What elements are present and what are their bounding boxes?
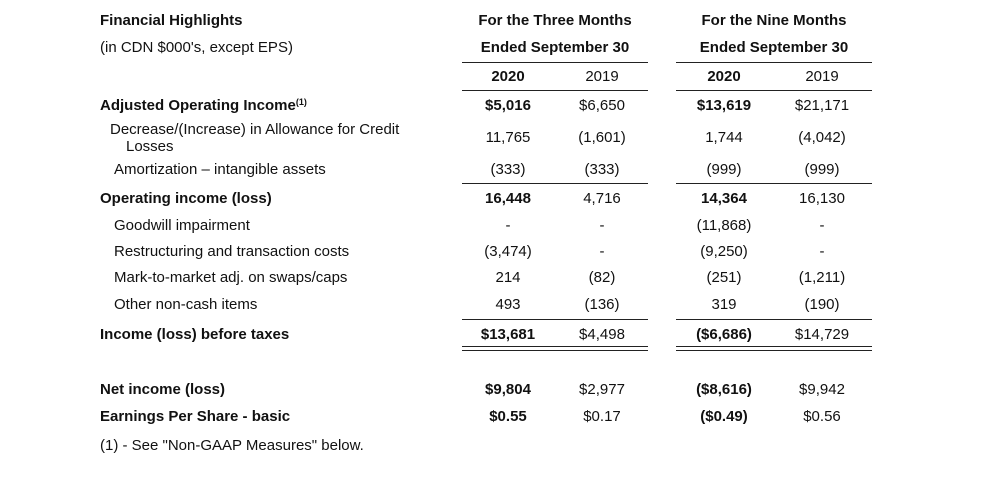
total-double-rule-nine bbox=[676, 346, 872, 351]
table-cell: $9,804 bbox=[485, 381, 531, 398]
table-cell: 16,448 bbox=[485, 190, 531, 207]
footnote-marker: (1) bbox=[295, 97, 307, 107]
table-cell: (3,474) bbox=[484, 243, 532, 260]
nine-months-header-line1: For the Nine Months bbox=[701, 12, 847, 29]
table-cell: $9,942 bbox=[799, 381, 845, 398]
total-top-rule-nine bbox=[676, 319, 872, 320]
table-cell: ($6,686) bbox=[696, 326, 752, 343]
row-label-operating-income: Operating income (loss) bbox=[100, 190, 272, 207]
table-cell: (136) bbox=[584, 296, 620, 313]
table-cell: 493 bbox=[495, 296, 521, 313]
footnote: (1) - See "Non-GAAP Measures" below. bbox=[100, 437, 364, 454]
three-months-header-line1: For the Three Months bbox=[478, 12, 632, 29]
row-label-eps-basic: Earnings Per Share - basic bbox=[100, 408, 291, 425]
table-cell: (999) bbox=[706, 161, 742, 178]
three-months-header-line2: Ended September 30 bbox=[480, 39, 630, 56]
table-cell: $13,619 bbox=[696, 97, 752, 114]
table-title: Financial Highlights bbox=[100, 12, 243, 29]
year-rule-three bbox=[462, 90, 648, 91]
table-cell: ($8,616) bbox=[696, 381, 752, 398]
row-label-goodwill-impairment: Goodwill impairment bbox=[114, 217, 250, 234]
table-cell: (1,601) bbox=[578, 129, 626, 146]
table-cell: 214 bbox=[495, 269, 521, 286]
table-cell: 14,364 bbox=[701, 190, 747, 207]
table-cell: 16,130 bbox=[799, 190, 845, 207]
header-rule-nine bbox=[676, 62, 872, 63]
row-label-net-income: Net income (loss) bbox=[100, 381, 226, 398]
subtotal-rule-nine bbox=[676, 183, 872, 184]
table-cell: 1,744 bbox=[705, 129, 743, 146]
table-cell: - bbox=[599, 217, 605, 234]
table-cell: $0.56 bbox=[803, 408, 841, 425]
year-2020-nine: 2020 bbox=[707, 68, 741, 85]
year-2020-three: 2020 bbox=[491, 68, 525, 85]
year-2019-three: 2019 bbox=[585, 68, 619, 85]
row-label-mark-to-market: Mark-to-market adj. on swaps/caps bbox=[114, 269, 348, 286]
table-cell: ($0.49) bbox=[700, 408, 748, 425]
table-cell: 4,716 bbox=[583, 190, 621, 207]
table-cell: $13,681 bbox=[480, 326, 536, 343]
row-label-adjusted-operating-income: Adjusted Operating Income$^{(1)}$ bbox=[100, 97, 307, 114]
table-cell: - bbox=[599, 243, 605, 260]
table-cell: 319 bbox=[711, 296, 737, 313]
subtotal-rule-three bbox=[462, 183, 648, 184]
table-cell: - bbox=[819, 217, 825, 234]
table-cell: $0.17 bbox=[583, 408, 621, 425]
nine-months-header-line2: Ended September 30 bbox=[699, 39, 849, 56]
table-cell: (251) bbox=[706, 269, 742, 286]
table-cell: $5,016 bbox=[485, 97, 531, 114]
table-cell: (190) bbox=[804, 296, 840, 313]
table-cell: - bbox=[505, 217, 511, 234]
table-cell: (333) bbox=[584, 161, 620, 178]
table-cell: $14,729 bbox=[794, 326, 850, 343]
table-cell: (11,868) bbox=[696, 217, 752, 234]
table-cell: (999) bbox=[804, 161, 840, 178]
table-cell: $21,171 bbox=[794, 97, 850, 114]
table-cell: (1,211) bbox=[798, 269, 846, 286]
row-label-other-non-cash: Other non-cash items bbox=[114, 296, 258, 313]
row-label-restructuring: Restructuring and transaction costs bbox=[114, 243, 350, 260]
year-rule-nine bbox=[676, 90, 872, 91]
table-cell: $4,498 bbox=[579, 326, 625, 343]
table-cell: - bbox=[819, 243, 825, 260]
table-cell: (4,042) bbox=[798, 129, 846, 146]
table-cell: $2,977 bbox=[579, 381, 625, 398]
year-2019-nine: 2019 bbox=[805, 68, 839, 85]
row-label-amortization: Amortization – intangible assets bbox=[114, 161, 326, 178]
table-cell: $0.55 bbox=[489, 408, 527, 425]
units-note: (in CDN $000's, except EPS) bbox=[100, 39, 293, 56]
table-cell: (82) bbox=[588, 269, 616, 286]
row-label-allowance-credit-losses: Decrease/(Increase) in Allowance for Credit Losses bbox=[110, 121, 400, 155]
table-cell: (9,250) bbox=[700, 243, 748, 260]
table-cell: $6,650 bbox=[579, 97, 625, 114]
total-double-rule-three bbox=[462, 346, 648, 351]
total-top-rule-three bbox=[462, 319, 648, 320]
table-cell: 11,765 bbox=[485, 129, 531, 146]
table-cell: (333) bbox=[490, 161, 526, 178]
header-rule-three bbox=[462, 62, 648, 63]
row-label-income-before-taxes: Income (loss) before taxes bbox=[100, 326, 290, 343]
